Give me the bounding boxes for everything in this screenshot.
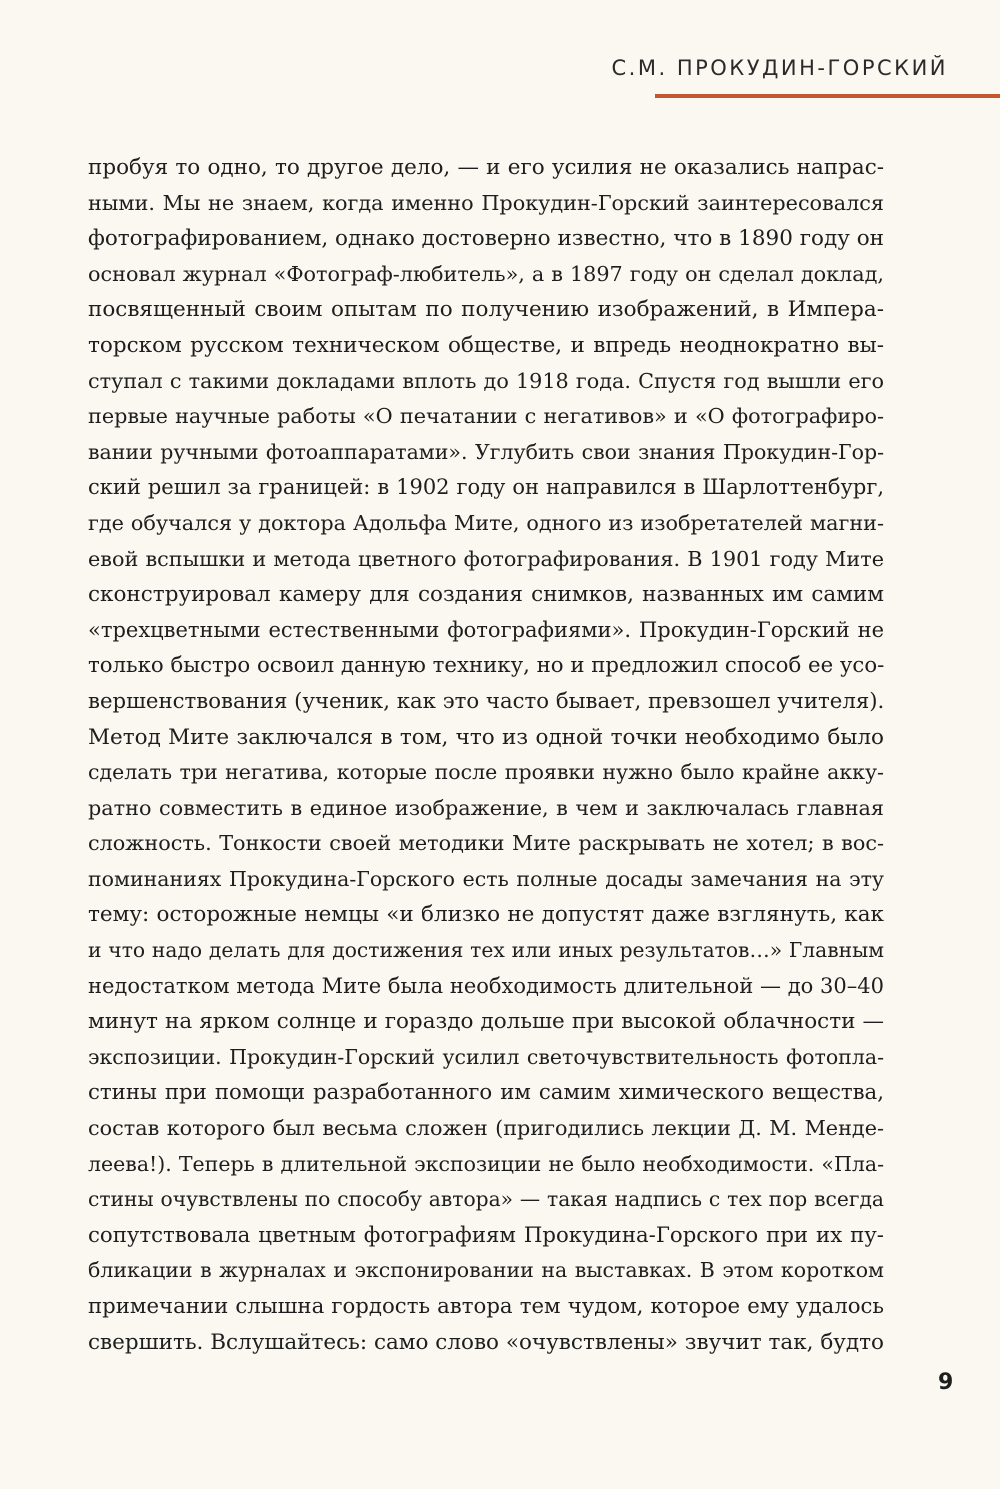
running-head-title: С.М. ПРОКУДИН-ГОРСКИЙ [611,56,948,80]
text-line: вершенствования (ученик, как это часто бывает, превзошел учителя). [88,688,884,714]
text-line: поминаниях Прокудина-Горского есть полные досады замечания на эту [88,866,884,891]
text-line: евой вспышки и метода цветного фотографирования. В 1901 году Мите [88,546,884,571]
text-line: торском русском техническом обществе, и впредь неоднократно вы- [88,332,884,358]
text-line: сопутствовала цветным фотографиям Прокудина-Горского при их пу- [88,1222,884,1248]
text-line: ский решил за границей: в 1902 году он направился в Шарлоттенбург, [88,475,884,500]
text-line: «трехцветными естественными фотографиями». Прокудин-Горский не [88,617,884,642]
text-line: экспозиции. Прокудин-Горский усилил светочувствительность фотопла- [88,1044,884,1069]
text-line: бликации в журналах и экспонировании на выставках. В этом коротком [88,1258,884,1283]
text-line: и что надо делать для достижения тех или иных результатов…» Главным [88,938,884,963]
text-line: Метод Мите заключался в том, что из одной точки необходимо было [88,724,884,750]
text-line: стины очувствлены по способу автора» — такая надпись с тех пор всегда [88,1187,884,1212]
text-line: примечании слышна гордость автора тем чудом, которое ему удалось [88,1294,884,1319]
text-line: ными. Мы не знаем, когда именно Прокудин-Горский заинтересовался [88,190,884,215]
text-line: сконструировал камеру для создания снимков, названных им самим [88,582,884,608]
header-rule [655,94,1000,98]
text-line: основал журнал «Фотограф-любитель», а в 1897 году он сделал доклад, [88,261,884,286]
text-line: где обучался у доктора Адольфа Мите, одного из изобретателей магни- [88,510,884,535]
text-line: леева!). Теперь в длительной экспозиции не было необходимости. «Пла- [88,1151,884,1176]
page-number: 9 [938,1370,954,1395]
text-line: недостатком метода Мите была необходимость длительной — до 30–40 [88,973,884,998]
text-line: стины при помощи разработанного им самим химического вещества, [88,1080,884,1106]
text-line: свершить. Вслушайтесь: само слово «очувствлены» звучит так, будто [88,1329,884,1355]
text-line: сложность. Тонкости своей методики Мите раскрывать не хотел; в вос- [88,831,884,856]
text-line: вании ручными фотоаппаратами». Углубить свои знания Прокудин-Гор- [88,439,884,464]
text-line: пробуя то одно, то другое дело, — и его усилия не оказались напрас- [88,155,884,180]
text-line: ратно совместить в единое изображение, в чем и заключалась главная [88,795,884,820]
text-line: фотографированием, однако достоверно известно, что в 1890 году он [88,226,884,252]
text-line: минут на ярком солнце и гораздо дольше при высокой облачности — [88,1009,884,1035]
text-line: первые научные работы «О печатании с негативов» и «О фотографиро- [88,404,884,429]
body-text [88,150,884,1360]
text-line: только быстро освоил данную технику, но и предложил способ ее усо- [88,653,884,679]
text-line: тему: осторожные немцы «и близко не допустят даже взглянуть, как [88,902,884,928]
text-line: сделать три негатива, которые после проявки нужно было крайне акку- [88,760,884,785]
text-line: ступал с такими докладами вплоть до 1918 года. Спустя год вышли его [88,368,884,393]
text-line: посвященный своим опытам по получению изображений, в Импера- [88,297,884,323]
text-line: состав которого был весьма сложен (пригодились лекции Д. М. Менде- [88,1116,884,1141]
